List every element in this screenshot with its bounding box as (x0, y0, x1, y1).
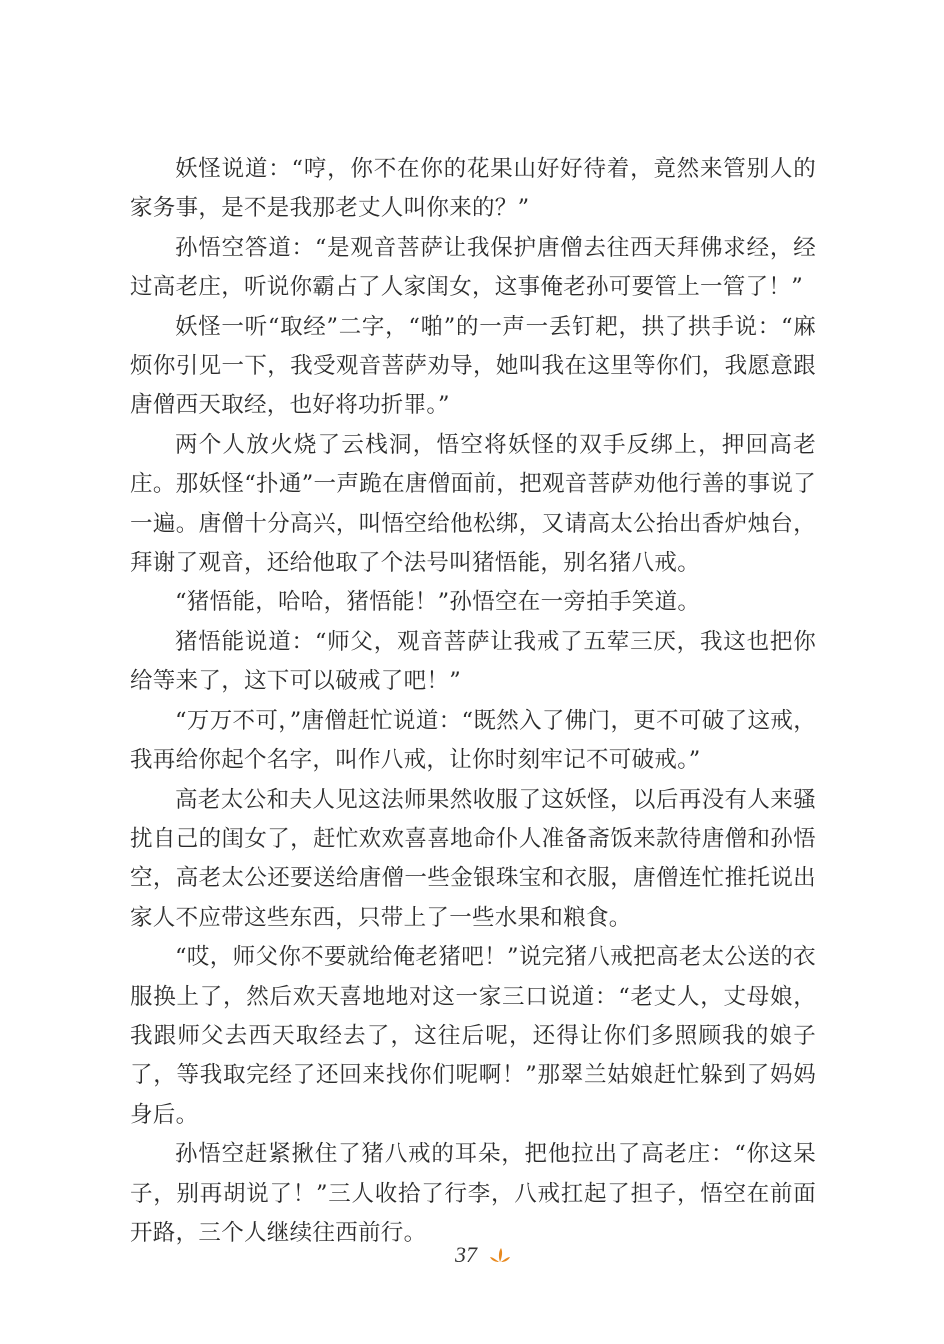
paragraph: 两个人放火烧了云栈洞，悟空将妖怪的双手反绑上，押回高老庄。那妖怪“扑通”一声跪在唐僧面前，把观音菩萨劝他行善的事说了一遍。唐僧十分高兴，叫悟空给他松绑，又请高太公抬出香炉烛台，拜谢了观音，还给他取了个法号叫猪悟能，别名猪八戒。 (130, 431, 816, 577)
paragraph: 孙悟空赶紧揪住了猪八戒的耳朵，把他拉出了高老庄：“你这呆子，别再胡说了！”三人收拾了行李，八戒扛起了担子，悟空在前面开路，三个人继续往西前行。 (130, 1141, 816, 1246)
paragraph: 孙悟空答道：“是观音菩萨让我保护唐僧去往西天拜佛求经，经过高老庄，听说你霸占了人家闺女，这事俺老孙可要管上一管了！” (130, 234, 816, 301)
paragraph: “猪悟能，哈哈，猪悟能！”孙悟空在一旁拍手笑道。 (175, 589, 701, 616)
paragraph: 高老太公和夫人见这法师果然收服了这妖怪，以后再没有人来骚扰自己的闺女了，赶忙欢欢喜喜地命仆人准备斋饭来款待唐僧和孙悟空，高老太公还要送给唐僧一些金银珠宝和衣服，唐僧连忙推托说出家人不应带这些东西，只带上了一些水果和粮食。 (130, 786, 816, 931)
paragraph: 妖怪一听“取经”二字，“啪”的一声一丢钉耙，拱了拱手说：“麻烦你引见一下，我受观音菩萨劝导，她叫我在这里等你们，我愿意跟唐僧西天取经，也好将功折罪。” (130, 313, 816, 419)
paragraph: 妖怪说道：“哼，你不在你的花果山好好待着，竟然来管别人的家务事，是不是我那老丈人叫你来的？” (130, 156, 816, 222)
paragraph: “万万不可，”唐僧赶忙说道：“既然入了佛门，更不可破了这戒，我再给你起个名字，叫作八戒，让你时刻牢记不可破戒。” (130, 707, 816, 774)
paragraph: 猪悟能说道：“师父，观音菩萨让我戒了五荤三厌，我这也把你给等来了，这下可以破戒了吧！” (130, 628, 816, 695)
paragraph: “哎，师父你不要就给俺老猪吧！”说完猪八戒把高老太公送的衣服换上了，然后欢天喜地地对这一家三口说道：“老丈人，丈母娘，我跟师父去西天取经去了，这往后呢，还得让你们多照顾我的娘子了，等我取完经了还回来找你们呢啊！”那翠兰姑娘赶忙躲到了妈妈身后。 (130, 944, 816, 1128)
body-text (130, 150, 816, 1253)
page-number: 37 (455, 1242, 477, 1267)
leaf-ornament-icon (489, 1247, 511, 1263)
page-footer (455, 1242, 511, 1268)
